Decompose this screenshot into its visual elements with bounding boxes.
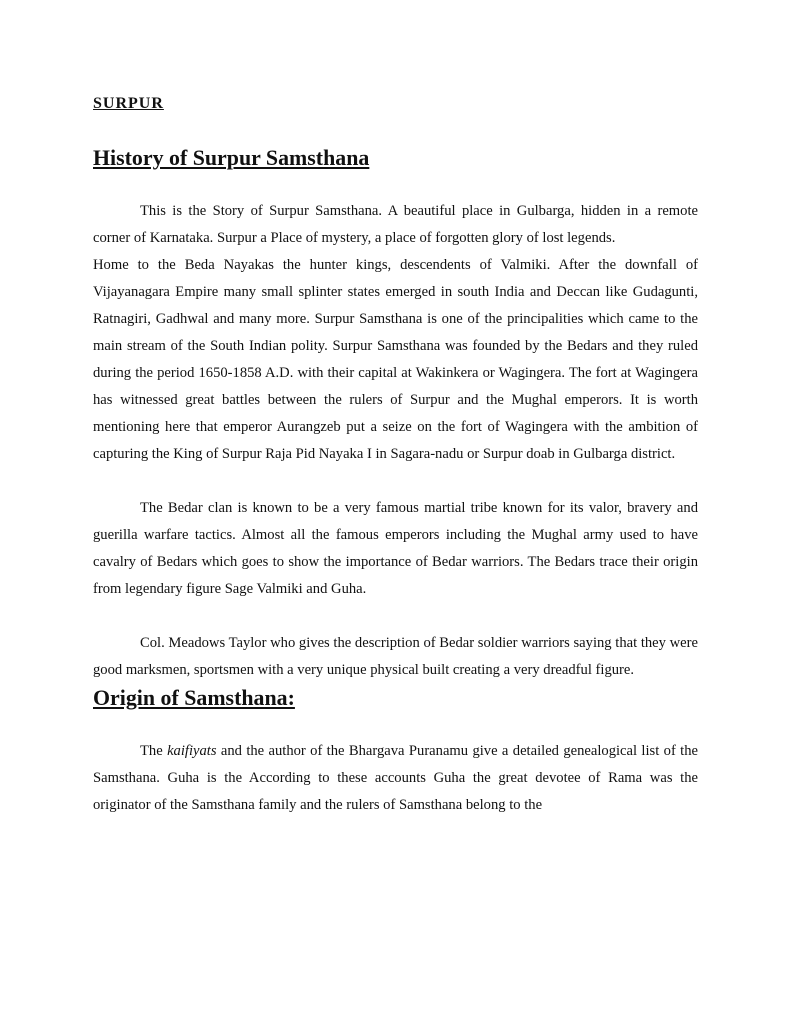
spacer bbox=[93, 468, 698, 495]
document-title: SURPUR bbox=[93, 95, 164, 112]
paragraph-intro: This is the Story of Surpur Samsthana. A beautiful place in Gulbarga, hidden in a remote corner of Karnataka. Surpur a Place of mystery, a place of forgotten glory of lost legends. bbox=[93, 203, 698, 246]
document-page bbox=[93, 90, 698, 819]
spacer bbox=[93, 171, 698, 198]
spacer bbox=[93, 711, 698, 738]
paragraph-kaifiyats-lead: The bbox=[140, 743, 168, 759]
kaifiyats-italic: kaifiyats bbox=[167, 743, 217, 759]
paragraph-meadows-taylor: Col. Meadows Taylor who gives the description of Bedar soldier warriors saying that they were good marksmen, sportsmen with a very unique physical built creating a very dreadful figure. bbox=[93, 635, 698, 678]
paragraph-beda-nayakas: Home to the Beda Nayakas the hunter kings, descendents of Valmiki. After the downfall of Vijayanagara Empire many small splinter states emerged in south India and Deccan like Gudagunti, Ratnagiri, Gadhwal and many more. Surpur Samsthana is one of the principalities which came to the main stream of the South Indian polity. Surpur Samsthana was founded by the Bedars and they ruled during the period 1650-1858 A.D. with their capital at Wakinkera or Wagingera. The fort at Wagingera has witnessed great battles between the rulers of Surpur and the Mughal emperors. It is worth mentioning here that emperor Aurangzeb put a seize on the fort of Wagingera with the ambition of capturing the King of Surpur Raja Pid Nayaka I in Sagara-nadu or Surpur doab in Gulbarga district. bbox=[93, 257, 698, 462]
paragraph-kaifiyats-rest: and the author of the Bhargava Puranamu give a detailed genealogical list of the Samsthana. Guha is the According to these accounts Guha the great devotee of Rama was the originator of the Samsthana family and the rulers of Samsthana belong to the bbox=[93, 743, 698, 813]
section-heading-history: History of Surpur Samsthana bbox=[93, 145, 370, 170]
section-heading-origin: Origin of Samsthana: bbox=[93, 685, 295, 710]
spacer bbox=[93, 117, 698, 144]
spacer bbox=[93, 603, 698, 630]
paragraph-bedar-clan: The Bedar clan is known to be a very famous martial tribe known for its valor, bravery and guerilla warfare tactics. Almost all the famous emperors including the Mughal army used to have cavalry of Bedars which goes to show the importance of Bedar warriors. The Bedars trace their origin from legendary figure Sage Valmiki and Guha. bbox=[93, 500, 698, 597]
paragraph-kaifiyats bbox=[93, 738, 698, 819]
